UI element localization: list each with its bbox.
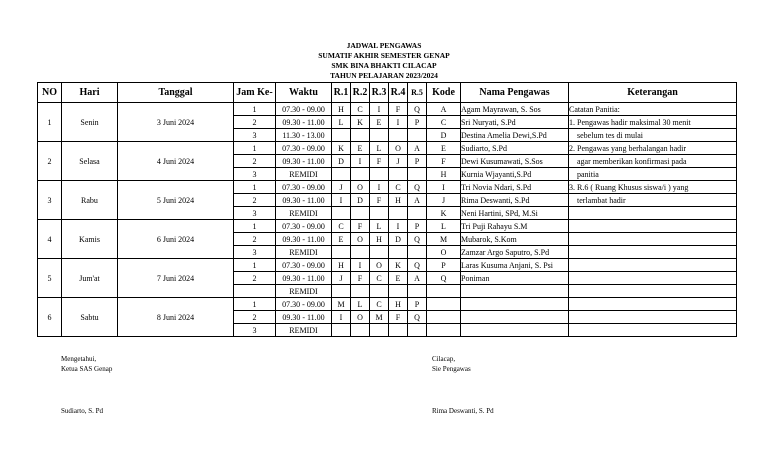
cell-tanggal: 3 Juni 2024 — [118, 103, 234, 142]
cell-room-2: K — [351, 116, 370, 129]
cell-jam: 1 — [234, 142, 276, 155]
cell-room-2 — [351, 129, 370, 142]
cell-room-4 — [389, 129, 408, 142]
cell-waktu: 09.30 - 11.00 — [276, 194, 332, 207]
cell-jam: 2 — [234, 311, 276, 324]
cell-room-5: A — [408, 272, 427, 285]
cell-room-3: F — [370, 155, 389, 168]
col-header-jam: Jam Ke- — [234, 83, 276, 103]
doc-subtitle: SUMATIF AKHIR SEMESTER GENAP — [318, 51, 450, 60]
cell-hari: Sabtu — [62, 298, 118, 337]
cell-room-3: H — [370, 233, 389, 246]
cell-room-5: P — [408, 155, 427, 168]
cell-room-3: O — [370, 259, 389, 272]
cell-keterangan: 3. R.6 ( Ruang Khusus siswa/i ) yang — [569, 181, 737, 194]
cell-no: 2 — [38, 142, 62, 181]
cell-waktu: 07.30 - 09.00 — [276, 181, 332, 194]
cell-waktu: 09.30 - 11.00 — [276, 155, 332, 168]
cell-jam: 2 — [234, 116, 276, 129]
cell-nama-pengawas: Agam Mayrawan, S. Sos — [461, 103, 569, 116]
cell-room-2: D — [351, 194, 370, 207]
cell-kode: C — [427, 116, 461, 129]
col-header-no: NO — [38, 83, 62, 103]
cell-room-empty — [332, 324, 351, 337]
cell-tanggal: 5 Juni 2024 — [118, 181, 234, 220]
cell-jam: 3 — [234, 246, 276, 259]
sig-right-line1: Cilacap, — [432, 355, 456, 363]
cell-waktu: 09.30 - 11.00 — [276, 311, 332, 324]
cell-room-4: I — [389, 116, 408, 129]
cell-room-empty — [370, 285, 389, 298]
cell-room-3: L — [370, 142, 389, 155]
col-header-keterangan: Keterangan — [569, 83, 737, 103]
cell-keterangan: agar memberikan konfirmasi pada — [569, 155, 737, 168]
cell-nama-pengawas: Zamzar Argo Saputro, S.Pd — [461, 246, 569, 259]
cell-waktu: 09.30 - 11.00 — [276, 272, 332, 285]
cell-jam: 2 — [234, 155, 276, 168]
cell-room-empty — [351, 168, 370, 181]
cell-room-1: J — [332, 181, 351, 194]
cell-room-3: I — [370, 103, 389, 116]
cell-remidi: REMIDI — [276, 324, 332, 337]
cell-remidi: REMIDI — [276, 207, 332, 220]
academic-year: TAHUN PELAJARAN 2023/2024 — [330, 71, 438, 80]
cell-keterangan — [569, 246, 737, 259]
cell-room-empty — [351, 246, 370, 259]
col-header-r3: R.3 — [370, 83, 389, 103]
col-header-nama: Nama Pengawas — [461, 83, 569, 103]
cell-room-empty — [370, 324, 389, 337]
cell-room-empty — [370, 207, 389, 220]
cell-keterangan — [569, 259, 737, 272]
cell-room-empty — [351, 285, 370, 298]
cell-room-5: Q — [408, 233, 427, 246]
cell-room-2: F — [351, 272, 370, 285]
cell-jam: 2 — [234, 272, 276, 285]
cell-keterangan — [569, 298, 737, 311]
cell-hari: Kamis — [62, 220, 118, 259]
cell-jam: 2 — [234, 194, 276, 207]
cell-room-empty — [408, 207, 427, 220]
cell-remidi: REMIDI — [276, 285, 332, 298]
cell-hari: Selasa — [62, 142, 118, 181]
cell-waktu: 11.30 - 13.00 — [276, 129, 332, 142]
sig-left-name: Sudiarto, S. Pd — [61, 407, 104, 415]
cell-room-3: C — [370, 298, 389, 311]
col-header-hari: Hari — [62, 83, 118, 103]
cell-nama-pengawas: Kurnia Wjayanti,S.Pd — [461, 168, 569, 181]
cell-keterangan — [569, 324, 737, 337]
cell-keterangan — [569, 233, 737, 246]
cell-room-1: I — [332, 311, 351, 324]
cell-kode — [427, 285, 461, 298]
cell-room-4: F — [389, 103, 408, 116]
cell-room-empty — [332, 246, 351, 259]
cell-nama-pengawas: Sri Nuryati, S.Pd — [461, 116, 569, 129]
cell-nama-pengawas — [461, 285, 569, 298]
cell-room-5: A — [408, 142, 427, 155]
cell-room-1: E — [332, 233, 351, 246]
cell-keterangan — [569, 220, 737, 233]
cell-kode: K — [427, 207, 461, 220]
cell-keterangan — [569, 311, 737, 324]
cell-room-1: D — [332, 155, 351, 168]
cell-kode — [427, 324, 461, 337]
cell-keterangan: 1. Pengawas hadir maksimal 30 menit — [569, 116, 737, 129]
cell-room-empty — [370, 168, 389, 181]
cell-waktu: 07.30 - 09.00 — [276, 298, 332, 311]
cell-kode: D — [427, 129, 461, 142]
col-header-tanggal: Tanggal — [118, 83, 234, 103]
cell-room-empty — [389, 168, 408, 181]
cell-remidi: REMIDI — [276, 246, 332, 259]
signature-left — [61, 354, 112, 374]
cell-tanggal: 8 Juni 2024 — [118, 298, 234, 337]
cell-jam: 3 — [234, 207, 276, 220]
cell-keterangan: Catatan Panitia: — [569, 103, 737, 116]
cell-nama-pengawas: Neni Hartini, SPd, M.Si — [461, 207, 569, 220]
cell-jam: 3 — [234, 324, 276, 337]
col-header-waktu: Waktu — [276, 83, 332, 103]
cell-room-5: A — [408, 194, 427, 207]
cell-room-2: O — [351, 233, 370, 246]
cell-jam: 1 — [234, 220, 276, 233]
cell-room-4: C — [389, 181, 408, 194]
cell-kode: F — [427, 155, 461, 168]
cell-room-empty — [408, 246, 427, 259]
cell-room-1: J — [332, 272, 351, 285]
cell-nama-pengawas: Destina Amelia Dewi,S.Pd — [461, 129, 569, 142]
cell-hari: Senin — [62, 103, 118, 142]
cell-waktu: 07.30 - 09.00 — [276, 103, 332, 116]
cell-keterangan — [569, 272, 737, 285]
cell-room-5: Q — [408, 103, 427, 116]
cell-remidi: REMIDI — [276, 168, 332, 181]
cell-room-5: P — [408, 220, 427, 233]
table-header-row — [38, 83, 737, 103]
cell-tanggal: 6 Juni 2024 — [118, 220, 234, 259]
cell-room-4: H — [389, 298, 408, 311]
cell-hari: Rabu — [62, 181, 118, 220]
table-row — [38, 298, 737, 311]
cell-room-empty — [408, 168, 427, 181]
cell-room-empty — [351, 324, 370, 337]
doc-title: JADWAL PENGAWAS — [346, 41, 422, 50]
cell-room-5 — [408, 129, 427, 142]
cell-room-empty — [408, 285, 427, 298]
cell-keterangan — [569, 207, 737, 220]
cell-room-3: F — [370, 194, 389, 207]
cell-keterangan — [569, 285, 737, 298]
cell-waktu: 09.30 - 11.00 — [276, 116, 332, 129]
cell-waktu: 07.30 - 09.00 — [276, 220, 332, 233]
cell-keterangan: terlambat hadir — [569, 194, 737, 207]
cell-room-4: O — [389, 142, 408, 155]
table-row — [38, 220, 737, 233]
cell-jam: 1 — [234, 181, 276, 194]
cell-nama-pengawas — [461, 311, 569, 324]
cell-room-2: F — [351, 220, 370, 233]
cell-room-2: O — [351, 181, 370, 194]
cell-jam: 1 — [234, 103, 276, 116]
cell-room-3: L — [370, 220, 389, 233]
col-header-kode: Kode — [427, 83, 461, 103]
cell-room-empty — [408, 324, 427, 337]
cell-room-2: I — [351, 155, 370, 168]
cell-room-2: O — [351, 311, 370, 324]
cell-room-5: P — [408, 298, 427, 311]
cell-no: 3 — [38, 181, 62, 220]
cell-room-1: H — [332, 103, 351, 116]
cell-nama-pengawas — [461, 324, 569, 337]
cell-room-5: Q — [408, 259, 427, 272]
cell-room-empty — [389, 207, 408, 220]
sig-right-line2: Sie Pengawas — [432, 365, 471, 373]
cell-kode: I — [427, 181, 461, 194]
cell-room-5: Q — [408, 181, 427, 194]
cell-kode — [427, 298, 461, 311]
cell-room-4: I — [389, 220, 408, 233]
cell-room-4: D — [389, 233, 408, 246]
cell-room-3: M — [370, 311, 389, 324]
cell-no: 4 — [38, 220, 62, 259]
cell-room-1: L — [332, 116, 351, 129]
table-row — [38, 259, 737, 272]
cell-hari: Jum'at — [62, 259, 118, 298]
cell-room-3: I — [370, 181, 389, 194]
cell-no: 1 — [38, 103, 62, 142]
cell-jam: 2 — [234, 233, 276, 246]
cell-room-empty — [370, 246, 389, 259]
cell-nama-pengawas: Rima Deswanti, S.Pd — [461, 194, 569, 207]
cell-waktu: 07.30 - 09.00 — [276, 142, 332, 155]
cell-room-4: E — [389, 272, 408, 285]
cell-room-empty — [389, 285, 408, 298]
cell-waktu: 07.30 - 09.00 — [276, 259, 332, 272]
cell-nama-pengawas: Mubarok, S.Kom — [461, 233, 569, 246]
sig-left-line2: Ketua SAS Genap — [61, 365, 113, 373]
cell-kode: A — [427, 103, 461, 116]
cell-nama-pengawas: Tri Puji Rahayu S.M — [461, 220, 569, 233]
cell-room-1: K — [332, 142, 351, 155]
cell-kode — [427, 311, 461, 324]
cell-room-1: C — [332, 220, 351, 233]
cell-room-4: J — [389, 155, 408, 168]
cell-room-empty — [332, 207, 351, 220]
table-row — [38, 181, 737, 194]
cell-tanggal: 4 Juni 2024 — [118, 142, 234, 181]
cell-keterangan: sebelum tes di mulai — [569, 129, 737, 142]
cell-room-4: F — [389, 311, 408, 324]
cell-room-1: M — [332, 298, 351, 311]
schedule-table — [37, 82, 737, 337]
table-row — [38, 103, 737, 116]
cell-room-empty — [351, 207, 370, 220]
cell-no: 6 — [38, 298, 62, 337]
cell-room-1: I — [332, 194, 351, 207]
cell-room-5: Q — [408, 311, 427, 324]
cell-room-2: L — [351, 298, 370, 311]
cell-keterangan: panitia — [569, 168, 737, 181]
cell-jam: 1 — [234, 259, 276, 272]
cell-kode: O — [427, 246, 461, 259]
cell-waktu: 09.30 - 11.00 — [276, 233, 332, 246]
cell-room-empty — [389, 324, 408, 337]
signature-right — [432, 354, 471, 374]
col-header-r4: R.4 — [389, 83, 408, 103]
cell-no: 5 — [38, 259, 62, 298]
cell-tanggal: 7 Juni 2024 — [118, 259, 234, 298]
cell-kode: L — [427, 220, 461, 233]
cell-nama-pengawas — [461, 298, 569, 311]
sig-right-name: Rima Deswanti, S. Pd — [432, 407, 494, 415]
col-header-r2: R.2 — [351, 83, 370, 103]
cell-nama-pengawas: Sudiarto, S.Pd — [461, 142, 569, 155]
cell-nama-pengawas: Poniman — [461, 272, 569, 285]
cell-room-2: C — [351, 103, 370, 116]
cell-room-2: I — [351, 259, 370, 272]
table-row — [38, 142, 737, 155]
school-name: SMK BINA BHAKTI CILACAP — [331, 61, 437, 70]
col-header-r1: R.1 — [332, 83, 351, 103]
cell-jam — [234, 285, 276, 298]
cell-room-3: E — [370, 116, 389, 129]
cell-jam: 3 — [234, 168, 276, 181]
cell-room-1 — [332, 129, 351, 142]
cell-kode: Q — [427, 272, 461, 285]
cell-room-empty — [389, 246, 408, 259]
cell-jam: 3 — [234, 129, 276, 142]
cell-room-empty — [332, 285, 351, 298]
cell-nama-pengawas: Dewi Kusumawati, S.Sos — [461, 155, 569, 168]
cell-jam: 1 — [234, 298, 276, 311]
cell-room-4: H — [389, 194, 408, 207]
cell-kode: M — [427, 233, 461, 246]
cell-room-4: K — [389, 259, 408, 272]
cell-kode: J — [427, 194, 461, 207]
cell-kode: E — [427, 142, 461, 155]
cell-keterangan: 2. Pengawas yang berhalangan hadir — [569, 142, 737, 155]
cell-nama-pengawas: Tri Novia Ndari, S.Pd — [461, 181, 569, 194]
col-header-r5: R.5 — [408, 83, 427, 103]
cell-room-3 — [370, 129, 389, 142]
cell-room-empty — [332, 168, 351, 181]
cell-room-2: E — [351, 142, 370, 155]
cell-nama-pengawas: Laras Kusuma Anjani, S. Psi — [461, 259, 569, 272]
cell-kode: H — [427, 168, 461, 181]
cell-room-1: H — [332, 259, 351, 272]
sig-left-line1: Mengetahui, — [61, 355, 97, 363]
cell-kode: P — [427, 259, 461, 272]
cell-room-3: C — [370, 272, 389, 285]
cell-room-5: P — [408, 116, 427, 129]
